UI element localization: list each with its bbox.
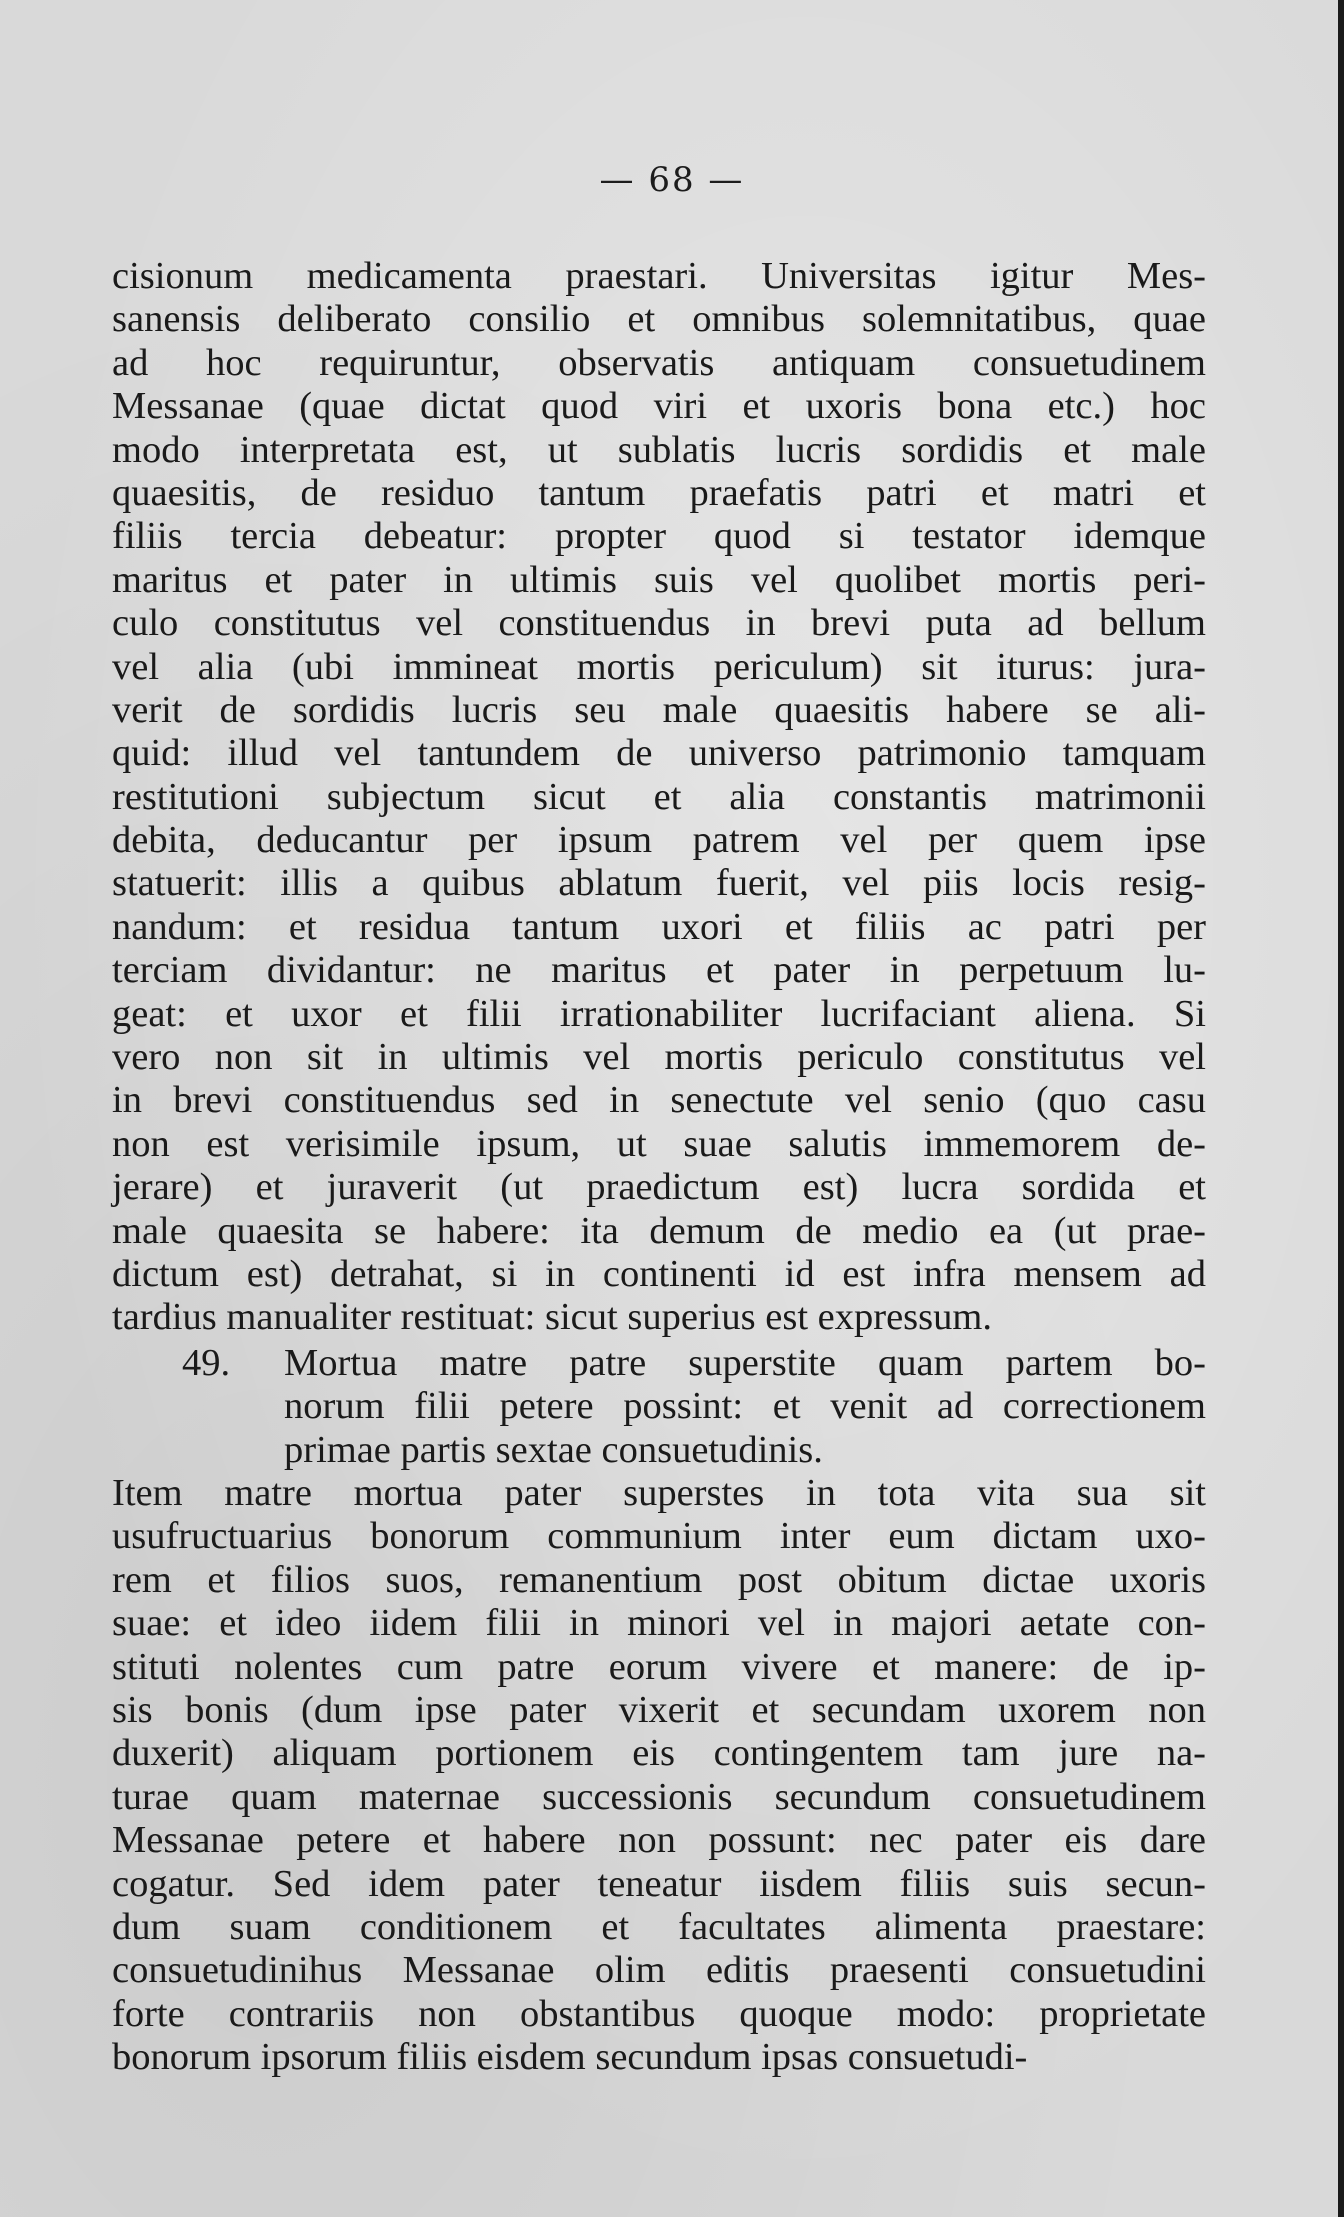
text-line: nandum: et residua tantum uxori et filiis ac patri per <box>112 905 1206 948</box>
text-line: usufructuarius bonorum communium inter eum dictam uxo- <box>112 1515 1206 1558</box>
text-line: debita, deducantur per ipsum patrem vel per quem ipse <box>112 819 1206 862</box>
text-line: vel alia (ubi immineat mortis periculum) sit iturus: jura- <box>112 645 1206 688</box>
text-line: geat: et uxor et filii irrationabiliter lucrifaciant aliena. Si <box>112 992 1206 1035</box>
text-line: cogatur. Sed idem pater teneatur iisdem filiis suis secun- <box>112 1862 1206 1905</box>
text-line: bonorum ipsorum filiis eisdem secundum ipsas consuetudi- <box>112 2036 1028 2079</box>
text-line: jerare) et juraverit (ut praedictum est) lucra sordida et <box>112 1166 1206 1209</box>
page-edge-shadow <box>1338 0 1344 2217</box>
section-number: 49. <box>182 1342 231 1384</box>
text-line: Messanae petere et habere non possunt: nec pater eis dare <box>112 1819 1206 1862</box>
text-line: statuerit: illis a quibus ablatum fuerit, vel piis locis resig- <box>112 862 1206 905</box>
text-line: vero non sit in ultimis vel mortis periculo constitutus vel <box>112 1036 1206 1079</box>
text-line: stituti nolentes cum patre eorum vivere et manere: de ip- <box>112 1645 1206 1688</box>
text-line: duxerit) aliquam portionem eis contingentem tam jure na- <box>112 1732 1206 1775</box>
paragraph-main <box>112 255 1206 1340</box>
section-title <box>284 1342 1206 1472</box>
text-line: in brevi constituendus sed in senectute vel senio (quo casu <box>112 1079 1206 1122</box>
text-line: cisionum medicamenta praestari. Universitas igitur Mes- <box>112 255 1206 297</box>
paragraph-item <box>112 1472 1206 2079</box>
text-line: turae quam maternae successionis secundum consuetudinem <box>112 1775 1206 1818</box>
text-line: suae: et ideo iidem filii in minori vel in majori aetate con- <box>112 1602 1206 1645</box>
text-line: sanensis deliberato consilio et omnibus solemnitatibus, quae <box>112 298 1206 341</box>
text-line: restitutioni subjectum sicut et alia constantis matrimonii <box>112 775 1206 818</box>
text-line: male quaesita se habere: ita demum de medio ea (ut prae- <box>112 1209 1206 1252</box>
text-line: consuetudinihus Messanae olim editis praesenti consuetudini <box>112 1949 1206 1992</box>
text-line: ad hoc requiruntur, observatis antiquam consuetudinem <box>112 341 1206 384</box>
text-line: Messanae (quae dictat quod viri et uxoris bona etc.) hoc <box>112 385 1206 428</box>
text-line: maritus et pater in ultimis suis vel quolibet mortis peri- <box>112 558 1206 601</box>
text-line: Mortua matre patre superstite quam partem bo- <box>284 1342 1206 1384</box>
text-line: verit de sordidis lucris seu male quaesitis habere se ali- <box>112 688 1206 731</box>
text-line: rem et filios suos, remanentium post obitum dictae uxoris <box>112 1558 1206 1601</box>
page-number: — 68 — <box>599 160 745 200</box>
text-line: modo interpretata est, ut sublatis lucris sordidis et male <box>112 428 1206 471</box>
text-line: terciam dividantur: ne maritus et pater in perpetuum lu- <box>112 949 1206 992</box>
text-line: dictum est) detrahat, si in continenti id est infra mensem ad <box>112 1252 1206 1295</box>
text-line: non est verisimile ipsum, ut suae salutis immemorem de- <box>112 1122 1206 1165</box>
text-line: culo constitutus vel constituendus in brevi puta ad bellum <box>112 602 1206 645</box>
text-line: dum suam conditionem et facultates alimenta praestare: <box>112 1905 1206 1948</box>
text-line: primae partis sextae consuetudinis. <box>284 1428 823 1471</box>
text-line: sis bonis (dum ipse pater vixerit et secundam uxorem non <box>112 1688 1206 1731</box>
text-line: tardius manualiter restituat: sicut superius est expressum. <box>112 1296 992 1339</box>
text-line: filiis tercia debeatur: propter quod si testator idemque <box>112 515 1206 558</box>
text-line: forte contrariis non obstantibus quoque modo: proprietate <box>112 1992 1206 2035</box>
text-line: quid: illud vel tantundem de universo patrimonio tamquam <box>112 732 1206 775</box>
text-line: norum filii petere possint: et venit ad correctionem <box>284 1385 1206 1428</box>
text-line: Item matre mortua pater superstes in tota vita sua sit <box>112 1472 1206 1514</box>
text-line: quaesitis, de residuo tantum praefatis patri et matri et <box>112 471 1206 514</box>
